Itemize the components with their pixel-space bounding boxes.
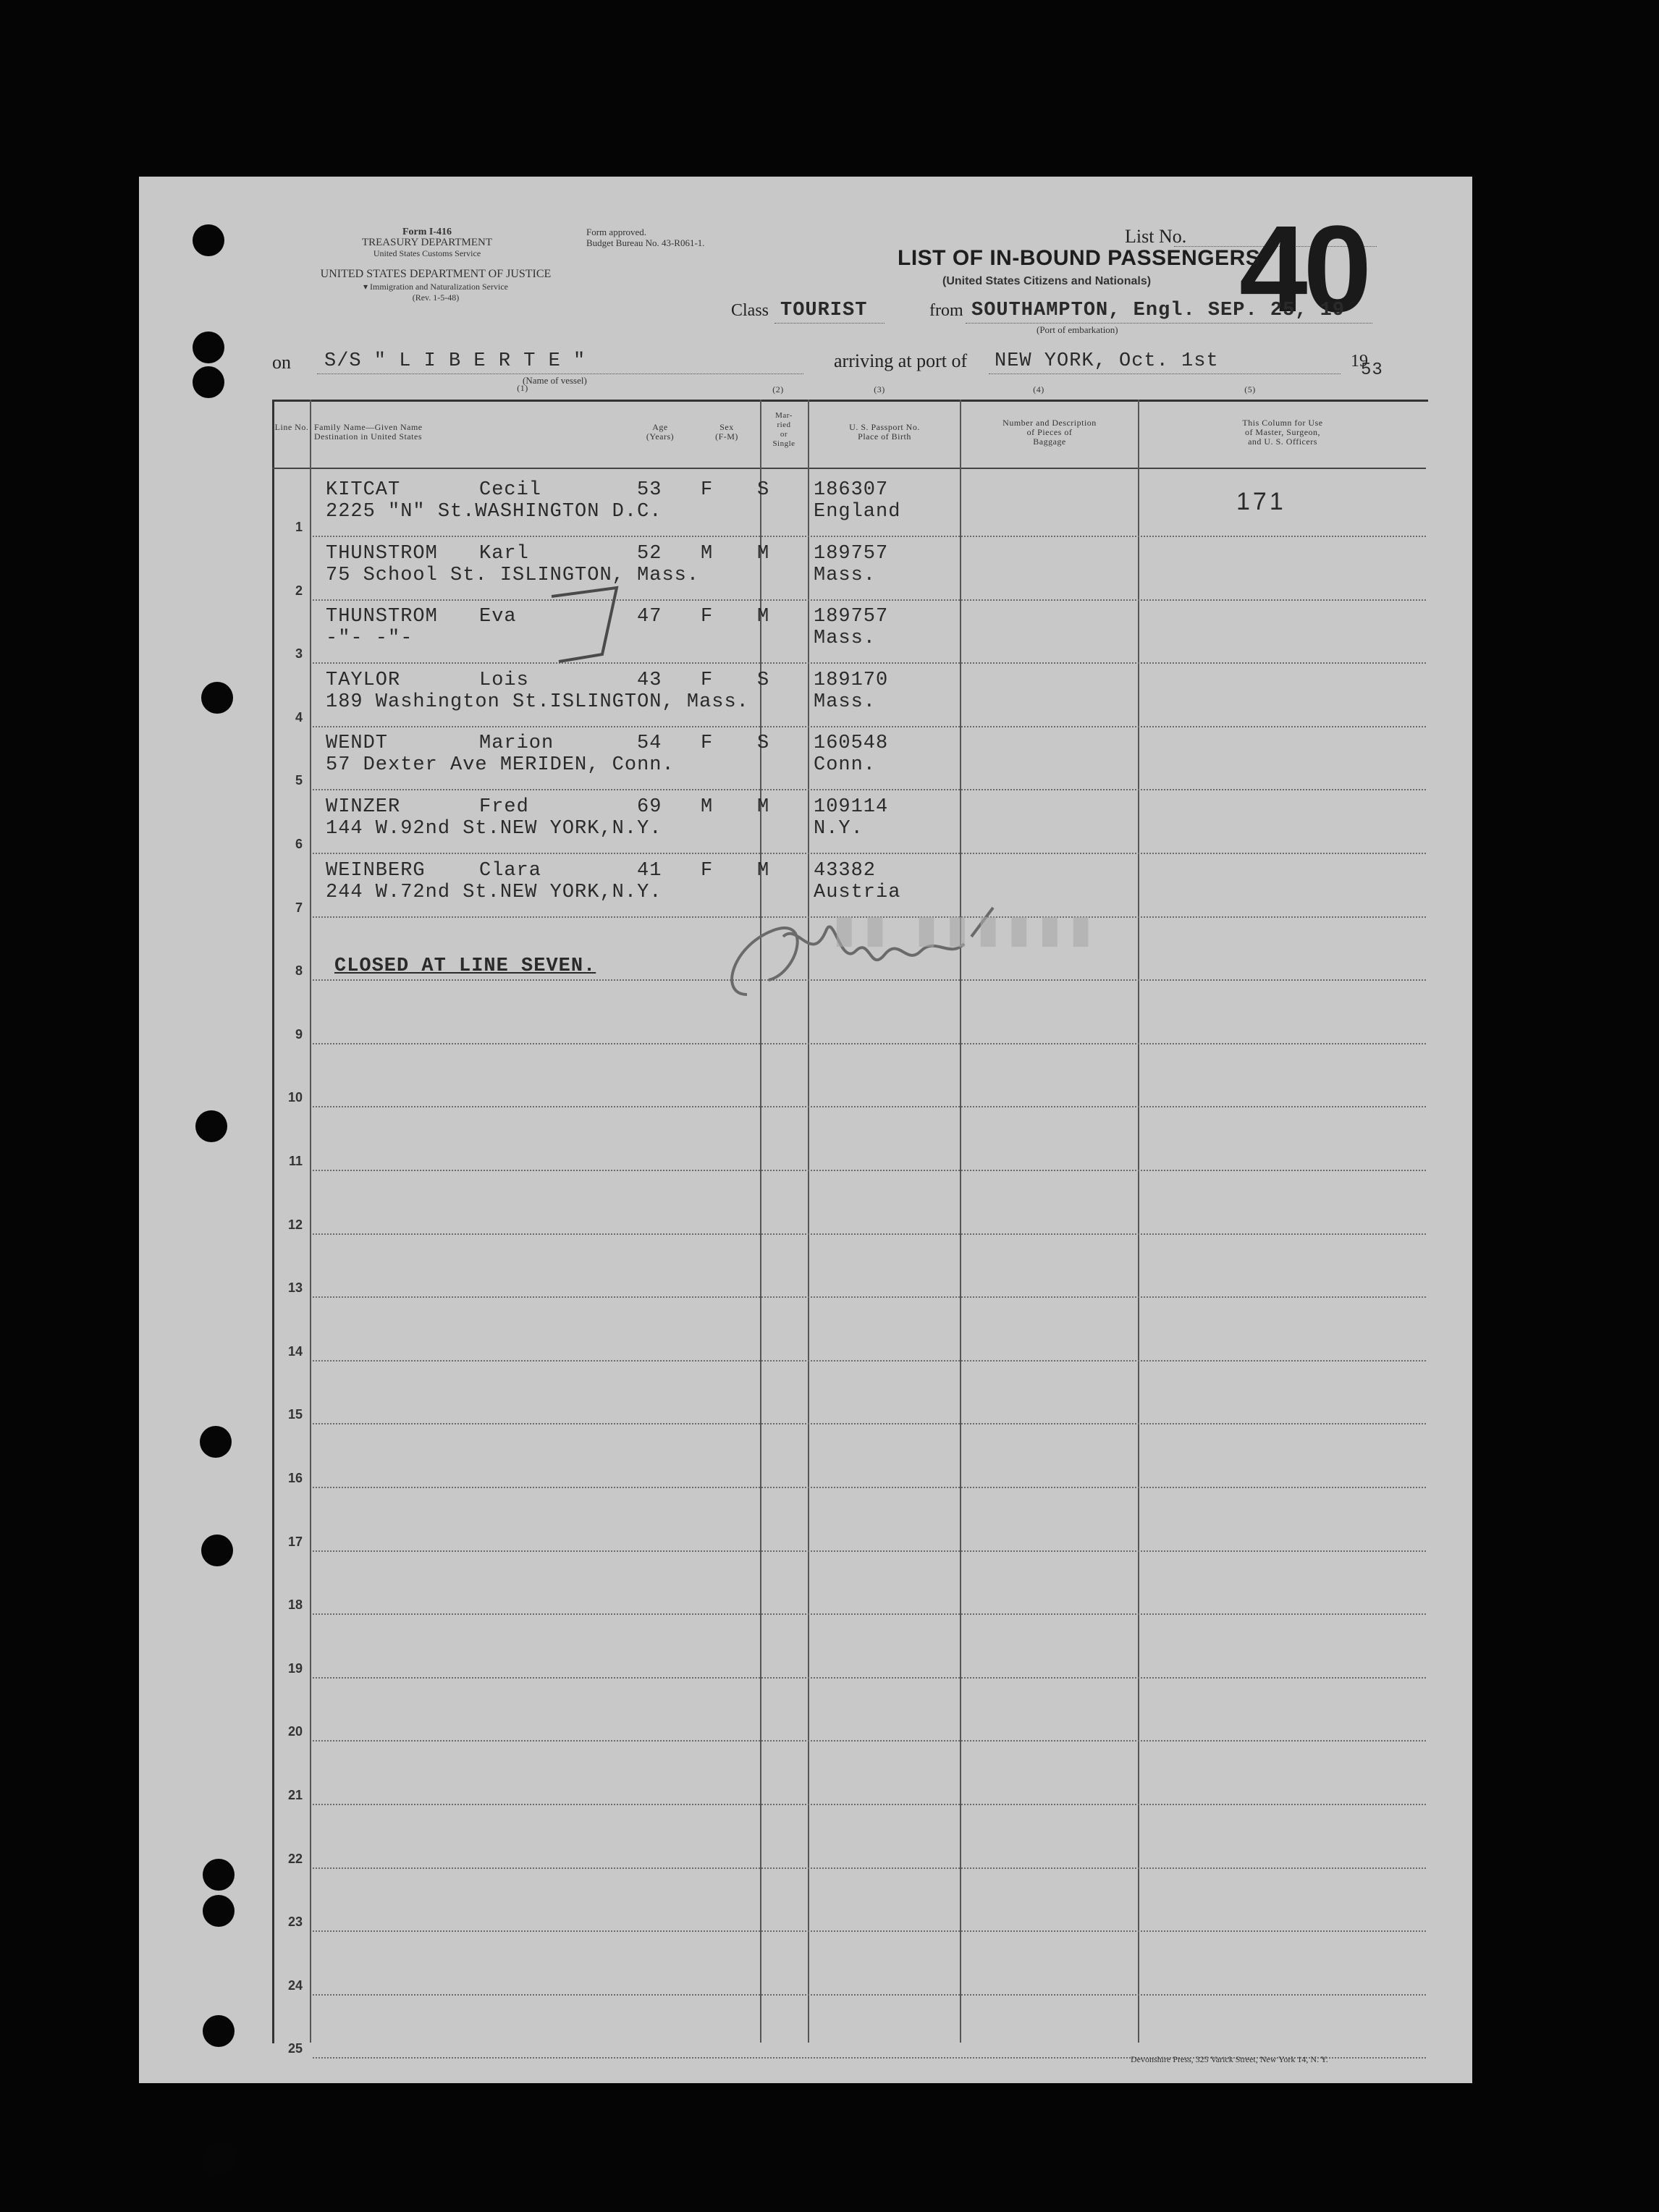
line-number: 2 xyxy=(295,583,303,598)
header-passport-birth: U. S. Passport No. Place of Birth xyxy=(849,422,920,442)
header-name-destination: Family Name—Given Name Destination in United States xyxy=(314,422,423,442)
row-dotted-line xyxy=(313,1487,1426,1488)
passenger-birthplace: Conn. xyxy=(814,754,877,777)
row-dotted-line xyxy=(313,1043,1426,1044)
passenger-given-name: Marion xyxy=(479,733,554,755)
row-dotted-line xyxy=(313,1550,1426,1552)
passenger-marital-status: S xyxy=(757,733,770,755)
binder-hole xyxy=(200,1426,232,1458)
row-dotted-line xyxy=(313,1613,1426,1615)
arriving-label: arriving at port of xyxy=(834,350,968,371)
manifest-sheet xyxy=(139,177,1472,2083)
passenger-sex: F xyxy=(701,859,714,882)
column-divider xyxy=(1138,400,1139,2043)
year-suffix: 53 xyxy=(1361,360,1383,380)
vessel-name: S/S " L I B E R T E " xyxy=(324,350,586,372)
header-sex: Sex (F-M) xyxy=(715,422,738,442)
passenger-passport-number: 160548 xyxy=(814,733,889,755)
passenger-age: 41 xyxy=(637,859,662,882)
passenger-passport-number: 43382 xyxy=(814,859,877,882)
passenger-marital-status: M xyxy=(757,796,770,818)
closing-note: CLOSED AT LINE SEVEN. xyxy=(334,955,596,977)
row-dotted-line xyxy=(313,1360,1426,1362)
header-age: Age (Years) xyxy=(646,422,675,442)
column-number-5: (5) xyxy=(1244,384,1256,394)
column-number-2: (2) xyxy=(772,384,784,394)
passenger-marital-status: S xyxy=(757,669,770,691)
row-dotted-line xyxy=(313,726,1426,727)
year-prefix: 19 xyxy=(1351,352,1368,371)
treasury-heading: TREASURY DEPARTMENT xyxy=(361,237,493,248)
passenger-marital-status: M xyxy=(757,542,770,565)
binder-hole xyxy=(201,682,233,714)
approval-note: Form approved. xyxy=(586,227,647,237)
handwritten-bracket-mark xyxy=(544,582,631,669)
line-number: 10 xyxy=(287,1090,303,1105)
budget-note: Budget Bureau No. 43-R061-1. xyxy=(586,237,705,248)
passenger-given-name: Eva xyxy=(479,606,517,628)
vessel-underline xyxy=(317,373,803,374)
binder-hole xyxy=(193,366,224,398)
passenger-sex: F xyxy=(701,733,714,755)
header-underline xyxy=(272,468,1426,469)
row-dotted-line xyxy=(313,662,1426,664)
column-divider xyxy=(310,400,311,2043)
passenger-family-name: THUNSTROM xyxy=(326,606,438,628)
printer-imprint: Devonshire Press, 325 Varick Street, New York 14, N. Y. xyxy=(1131,2054,1328,2064)
line-number: 1 xyxy=(295,520,303,534)
row-dotted-line xyxy=(313,1106,1426,1107)
binder-hole xyxy=(203,1895,235,1927)
row-dotted-line xyxy=(313,853,1426,854)
passenger-sex: M xyxy=(701,796,714,818)
passenger-age: 69 xyxy=(637,796,662,818)
line-number: 17 xyxy=(287,1534,303,1549)
passenger-destination: -"- -"- xyxy=(326,628,413,650)
port-caption: (Port of embarkation) xyxy=(1037,324,1118,335)
justice-heading: UNITED STATES DEPARTMENT OF JUSTICE xyxy=(320,268,552,280)
row-dotted-line xyxy=(313,1170,1426,1171)
passenger-age: 43 xyxy=(637,669,662,691)
header-officers: This Column for Use of Master, Surgeon, and U. S. Officers xyxy=(1242,418,1323,447)
passenger-given-name: Cecil xyxy=(479,479,542,501)
passenger-age: 54 xyxy=(637,733,662,755)
row-dotted-line xyxy=(313,536,1426,537)
class-label: Class xyxy=(731,301,769,320)
passenger-birthplace: Mass. xyxy=(814,691,877,713)
passenger-birthplace: Austria xyxy=(814,881,901,903)
line-number: 7 xyxy=(295,900,303,915)
column-number-3: (3) xyxy=(874,384,885,394)
faint-stamp-mark: ▮▮ ▮▮▮▮▮▮ xyxy=(834,908,1102,950)
row-dotted-line xyxy=(313,1930,1426,1932)
line-number: 9 xyxy=(295,1026,303,1042)
line-number: 8 xyxy=(295,963,303,979)
passenger-given-name: Karl xyxy=(479,542,529,565)
column-number-4: (4) xyxy=(1033,384,1044,394)
passenger-birthplace: Mass. xyxy=(814,628,877,650)
line-number: 13 xyxy=(287,1280,303,1296)
line-number: 14 xyxy=(287,1343,303,1359)
binder-hole xyxy=(195,1110,227,1142)
row-dotted-line xyxy=(313,1867,1426,1869)
passenger-family-name: THUNSTROM xyxy=(326,542,438,565)
passenger-sex: M xyxy=(701,542,714,565)
officer-annotation: 171 xyxy=(1236,488,1286,515)
line-number: 23 xyxy=(287,1915,303,1930)
row-dotted-line xyxy=(313,1423,1426,1424)
column-divider xyxy=(960,400,961,2043)
line-number: 25 xyxy=(287,2041,303,2056)
passenger-family-name: WENDT xyxy=(326,733,389,755)
line-number: 19 xyxy=(287,1660,303,1676)
column-divider xyxy=(760,400,761,2043)
row-dotted-line xyxy=(313,789,1426,790)
class-underline xyxy=(774,323,885,324)
passenger-marital-status: S xyxy=(757,479,770,501)
passenger-family-name: TAYLOR xyxy=(326,669,401,691)
passenger-marital-status: M xyxy=(757,606,770,628)
header-line-no: Line No. xyxy=(274,422,309,432)
line-number: 12 xyxy=(287,1217,303,1232)
row-dotted-line xyxy=(313,1994,1426,1996)
passenger-destination: 57 Dexter Ave MERIDEN, Conn. xyxy=(326,754,675,777)
binder-hole xyxy=(201,1535,233,1566)
passenger-sex: F xyxy=(701,606,714,628)
passenger-given-name: Clara xyxy=(479,859,542,882)
binder-hole xyxy=(203,2015,235,2047)
line-number: 22 xyxy=(287,1851,303,1866)
header-married-single: Mar- ried or Single xyxy=(772,411,795,448)
line-number: 3 xyxy=(295,646,303,662)
from-underline xyxy=(966,323,1372,324)
row-dotted-line xyxy=(313,1296,1426,1298)
binder-hole xyxy=(193,332,224,363)
passenger-destination: 144 W.92nd St.NEW YORK,N.Y. xyxy=(326,818,662,840)
passenger-sex: F xyxy=(701,669,714,691)
passenger-passport-number: 189170 xyxy=(814,669,889,691)
column-number-1: (1) xyxy=(517,383,528,393)
revision-note: (Rev. 1-5-48) xyxy=(412,292,460,303)
line-number: 5 xyxy=(295,773,303,788)
manifest-title: LIST OF IN-BOUND PASSENGERS xyxy=(898,246,1261,270)
passenger-birthplace: N.Y. xyxy=(814,818,864,840)
row-dotted-line xyxy=(313,1677,1426,1679)
ins-heading: ▾ Immigration and Naturalization Service xyxy=(363,282,508,292)
passenger-family-name: KITCAT xyxy=(326,479,401,501)
from-value: SOUTHAMPTON, Engl. SEP. 25, 19 xyxy=(971,300,1346,321)
column-divider xyxy=(808,400,809,2043)
list-number-value: 40 xyxy=(1239,200,1368,338)
manifest-subtitle: (United States Citizens and Nationals) xyxy=(942,275,1152,287)
passenger-passport-number: 186307 xyxy=(814,479,889,501)
passenger-given-name: Fred xyxy=(479,796,529,818)
class-value: TOURIST xyxy=(780,300,868,321)
arriving-value: NEW YORK, Oct. 1st xyxy=(995,350,1219,372)
list-number-label: List No. xyxy=(1125,226,1187,247)
binder-hole xyxy=(193,224,224,256)
form-number: Form I-416 xyxy=(402,227,452,237)
passenger-age: 47 xyxy=(637,606,662,628)
line-number: 18 xyxy=(287,1597,303,1613)
binder-hole xyxy=(203,2143,235,2174)
passenger-age: 52 xyxy=(637,542,662,565)
passenger-passport-number: 109114 xyxy=(814,796,889,818)
passenger-birthplace: England xyxy=(814,501,901,523)
row-dotted-line xyxy=(313,1804,1426,1805)
passenger-family-name: WEINBERG xyxy=(326,859,426,882)
passenger-age: 53 xyxy=(637,479,662,501)
passenger-passport-number: 189757 xyxy=(814,542,889,565)
line-number: 6 xyxy=(295,837,303,851)
line-number: 20 xyxy=(287,1724,303,1739)
from-label: from xyxy=(929,301,963,320)
passenger-passport-number: 189757 xyxy=(814,606,889,628)
binder-hole xyxy=(203,1859,235,1891)
passenger-family-name: WINZER xyxy=(326,796,401,818)
passenger-marital-status: M xyxy=(757,859,770,882)
line-number: 21 xyxy=(287,1788,303,1802)
row-dotted-line xyxy=(313,1233,1426,1235)
passenger-destination: 189 Washington St.ISLINGTON, Mass. xyxy=(326,691,749,713)
line-number: 4 xyxy=(295,709,303,725)
row-dotted-line xyxy=(313,599,1426,601)
on-label: on xyxy=(272,352,291,373)
line-number: 11 xyxy=(288,1154,303,1168)
passenger-destination: 2225 "N" St.WASHINGTON D.C. xyxy=(326,501,662,523)
passenger-destination: 244 W.72nd St.NEW YORK,N.Y. xyxy=(326,881,662,903)
customs-heading: United States Customs Service xyxy=(373,248,481,258)
line-number: 15 xyxy=(287,1407,303,1422)
passenger-birthplace: Mass. xyxy=(814,564,877,586)
passenger-destination: 75 School St. ISLINGTON, Mass. xyxy=(326,564,700,586)
passenger-sex: F xyxy=(701,479,714,501)
line-number: 16 xyxy=(287,1471,303,1485)
vessel-caption: (Name of vessel) xyxy=(523,375,587,386)
arriving-underline xyxy=(989,373,1341,374)
row-dotted-line xyxy=(313,1740,1426,1742)
line-number: 24 xyxy=(287,1977,303,1993)
header-baggage: Number and Description of Pieces of Baggage xyxy=(1002,418,1097,447)
passenger-given-name: Lois xyxy=(479,669,529,691)
